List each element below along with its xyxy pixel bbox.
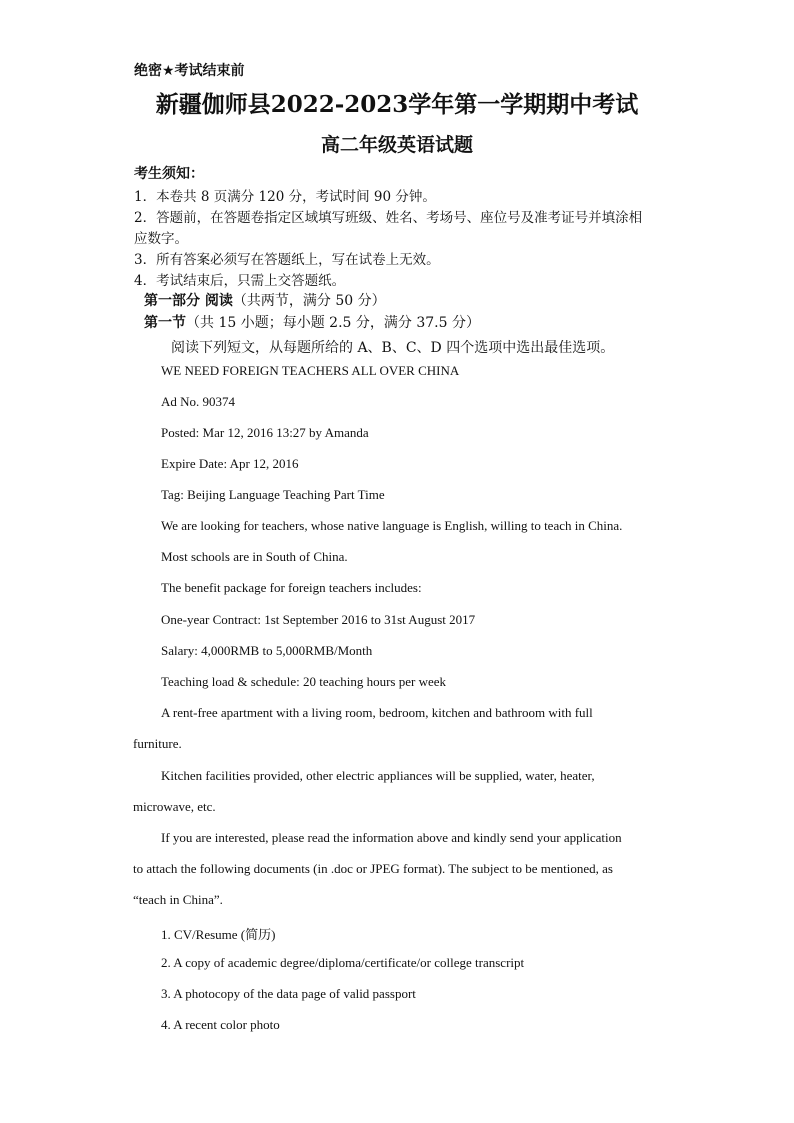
document-item-4: 4. A recent color photo [161,1017,280,1032]
ad-posted: Posted: Mar 12, 2016 13:27 by Amanda [161,425,369,440]
notice-item-2-cont: 应数字。 [134,231,188,247]
ad-heading: WE NEED FOREIGN TEACHERS ALL OVER CHINA [161,363,460,378]
ad-looking: We are looking for teachers, whose native language is English, willing to teach in China. [161,518,623,533]
notice-item-2: 2．答题前，在答题卷指定区域填写班级、姓名、考场号、座位号及准考证号并填涂相 [134,210,643,226]
ad-interest-line-1: If you are interested, please read the information above and kindly send your application [161,830,622,845]
ad-interest-line-3: “teach in China”. [133,892,223,907]
ad-expire: Expire Date: Apr 12, 2016 [161,456,299,471]
ad-apartment-line-1: A rent-free apartment with a living room, bedroom, kitchen and bathroom with full [161,705,593,720]
confidential-label: 绝密★考试结束前 [134,63,245,79]
section-detail: （共 15 小题；每小题 2.5 分，满分 37.5 分） [186,315,480,331]
notice-item-3: 3．所有答案必须写在答题纸上，写在试卷上无效。 [134,252,440,268]
exam-title: 新疆伽师县2022-2023学年第一学期期中考试 [155,91,639,118]
ad-tag: Tag: Beijing Language Teaching Part Time [161,487,385,502]
document-item-3: 3. A photocopy of the data page of valid passport [161,986,416,1001]
ad-kitchen-line-1: Kitchen facilities provided, other electric appliances will be supplied, water, heater, [161,768,595,783]
document-item-1: 1. CV/Resume (简历) [161,927,276,942]
ad-kitchen-line-2: microwave, etc. [133,799,216,814]
part-heading [144,290,386,310]
reading-instruction: 阅读下列短文，从每题所给的 A、B、C、D 四个选项中选出最佳选项。 [171,340,615,356]
part-detail: （共两节，满分 50 分） [232,293,386,309]
exam-subtitle: 高二年级英语试题 [320,134,473,156]
ad-teaching-load: Teaching load & schedule: 20 teaching hours per week [161,674,446,689]
ad-apartment-line-2: furniture. [133,736,182,751]
notice-item-1: 1．本卷共 8 页满分 120 分，考试时间 90 分钟。 [134,189,436,205]
notice-item-4: 4．考试结束后，只需上交答题纸。 [134,273,346,289]
section-heading [144,312,480,332]
document-item-2: 2. A copy of academic degree/diploma/certificate/or college transcript [161,955,525,970]
ad-salary: Salary: 4,000RMB to 5,000RMB/Month [161,643,373,658]
section-name: 第一节 [144,315,186,331]
part-name: 第一部分 阅读 [144,293,233,309]
ad-benefit: The benefit package for foreign teachers includes: [161,580,422,595]
ad-schools: Most schools are in South of China. [161,549,348,564]
ad-interest-line-2: to attach the following documents (in .doc or JPEG format). The subject to be mentioned, as [133,861,613,876]
notice-heading: 考生须知： [134,166,204,182]
ad-number: Ad No. 90374 [161,394,236,409]
ad-contract: One-year Contract: 1st September 2016 to 31st August 2017 [161,612,476,627]
